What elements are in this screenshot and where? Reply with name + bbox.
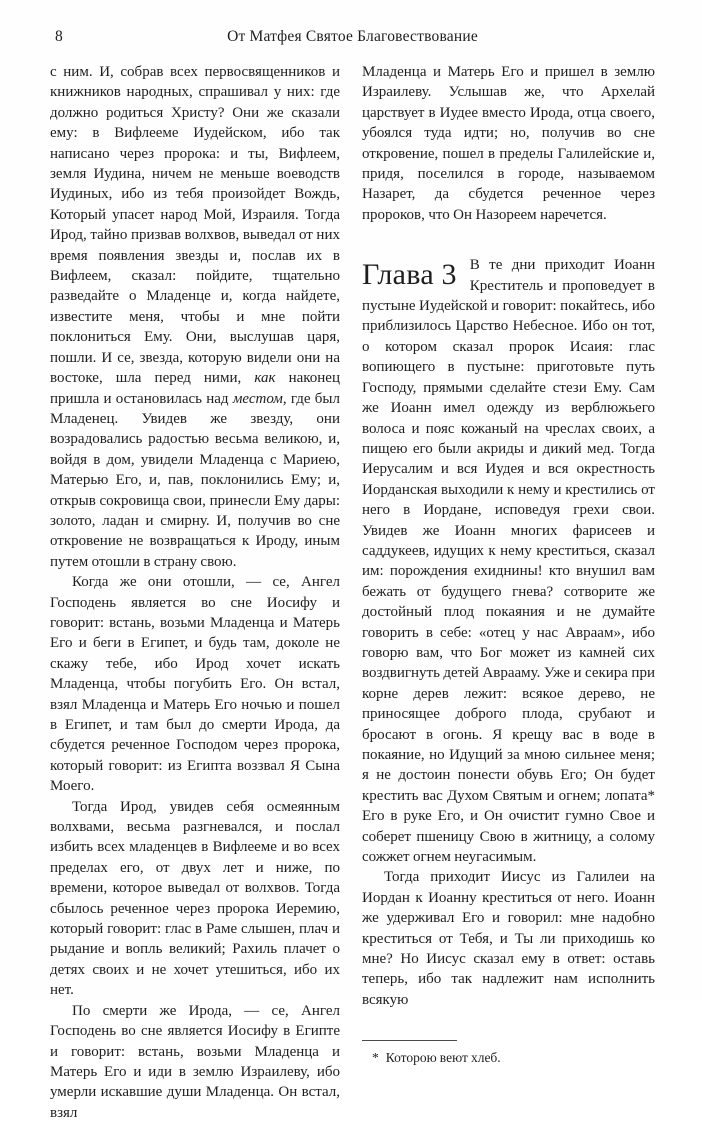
paragraph: Тогда Ирод, увидев себя осмеянным волхвами, весьма разгневался, и послал избить всех младенцев в Вифлееме и во всех пределах его, от двух лет и ниже, по времени, которое выведал от волхвов. Тогда сбылось реченное через пророка Иеремию, который говорит: глас в Раме слышен, плач и рыдание и вопль великий; Рахиль плачет о детях своих и не хочет утешиться, ибо их нет.	[50, 798, 340, 999]
footnote-separator	[362, 1040, 457, 1041]
running-title: От Матфея Святое Благовествование	[227, 28, 478, 45]
paragraph: В те дни приходит Иоанн Креститель и проповедует в пустыне Иудейской и говорит: покайтесь, ибо приблизилось Царство Небесное. Ибо он тот, о котором сказал пророк Исаия: глас вопиющего в пустыне: приготовьте путь Господу, прямыми сделайте стези Ему. Сам же Иоанн имел одежду из верблюжьего волоса и пояс кожаный на чреслах своих, а пищею его были акриды и дикий мед. Тогда Иерусалим и вся Иудея и вся окрестность Иорданская выходили к нему и крестились от него в Иордане, исповедуя грехи свои. Увидев же Иоанн многих фарисеев и саддукеев, идущих к нему креститься, сказал им: порождения ехиднины! кто внушил вам бежать от будущего гнева? сотворите же достойный плод покаяния и не думайте говорить в себе: «отец у нас Авраам», ибо говорю вам, что Бог может из камней сих воздвигнуть детей Аврааму. Уже и секира при корне дерев лежит: всякое дерево, не приносящее доброго плода, срубают и бросают в огонь. Я крещу вас в воде в покаяние, но Идущий за мною сильнее меня; я не достоин понести обувь Его; Он будет крестить вас Духом Святым и огнем; лопата* Его в руке Его, и Он очистит гумно Свое и соберет пшеницу Свою в житницу, а солому сожжет огнем неугасимым.	[362, 257, 655, 866]
footnote-text: Которою веют хлеб.	[385, 1050, 501, 1066]
paragraph: Младенца и Матерь Его и пришел в землю Израилеву. Услышав же, что Архелай царствует в Иудее вместо Ирода, отца своего, убоялся туда идти; но, получив во сне откровение, пошел в пределы Галилейские и, придя, поселился в городе, называемом Назарет, да сбудется реченное через пророков, что Он Назореем наречется.	[362, 64, 655, 223]
page-header	[50, 28, 655, 48]
footnote-area	[362, 1040, 655, 1066]
footnote-marker: *	[372, 1050, 379, 1066]
text-columns	[50, 62, 655, 1123]
chapter-3-text	[362, 255, 655, 1010]
page-number: 8	[55, 28, 63, 45]
paragraph: с ним. И, собрав всех первосвященников и книжников народных, спрашивал у них: где должно родиться Христу? Они же сказали ему: в Вифлееме Иудейском, ибо так написано через пророка: и ты, Вифлеем, земля Иудина, ничем не меньше воеводств Иудиных, ибо из тебя произойдет Вождь, Который упасет народ Мой, Израиля. Тогда Ирод, тайно призвав волхвов, выведал от них время появления звезды и, послав их в Вифлеем, сказал: пойдите, тщательно разведайте о Младенце и, когда найдете, известите меня, чтобы и мне пойти поклониться Ему. Они, выслушав царя, пошли. И се, звезда, которую видели они на востоке, шла перед ними, как наконец пришла и остановилась над местом, где был Младенец. Увидев же звезду, они возрадовались радостью весьма великою, и, войдя в дом, увидели Младенца с Мариею, Матерью Его, и, пав, поклонились Ему; и, открыв сокровища свои, принесли Ему дары: золото, ладан и смирну. И, получив во сне откровение не возвращаться к Ироду, иным путем отошли в страну свою.	[50, 64, 340, 570]
chapter-3-section	[362, 255, 655, 1010]
chapter-heading: Глава 3	[362, 258, 457, 292]
footnote	[362, 1049, 655, 1066]
left-column	[50, 62, 340, 1123]
right-column	[362, 62, 655, 1123]
paragraph: Тогда приходит Иисус из Галилеи на Иордан к Иоанну креститься от него. Иоанн же удерживал Его и говорил: мне надобно креститься от Тебя, и Ты ли приходишь ко мне? Но Иисус сказал ему в ответ: оставь теперь, ибо так надлежит нам исполнить всякую	[362, 869, 655, 1008]
chapter-2-end	[362, 62, 655, 225]
paragraph: Когда же они отошли, — се, Ангел Господень является во сне Иосифу и говорит: встань, возьми Младенца и Матерь Его и беги в Египет, и будь там, доколе не скажу тебе, ибо Ирод хочет искать Младенца, чтобы погубить Его. Он встал, взял Младенца и Матерь Его ночью и пошел в Египет, и там был до смерти Ирода, да сбудется реченное Господом через пророка, который говорит: из Египта воззвал Я Сына Моего.	[50, 574, 340, 795]
paragraph: По смерти же Ирода, — се, Ангел Господень во сне является Иосифу в Египте и говорит: встань, возьми Младенца и Матерь Его и иди в землю Израилеву, ибо умерли искавшие души Младенца. Он встал, взял	[50, 1002, 340, 1121]
